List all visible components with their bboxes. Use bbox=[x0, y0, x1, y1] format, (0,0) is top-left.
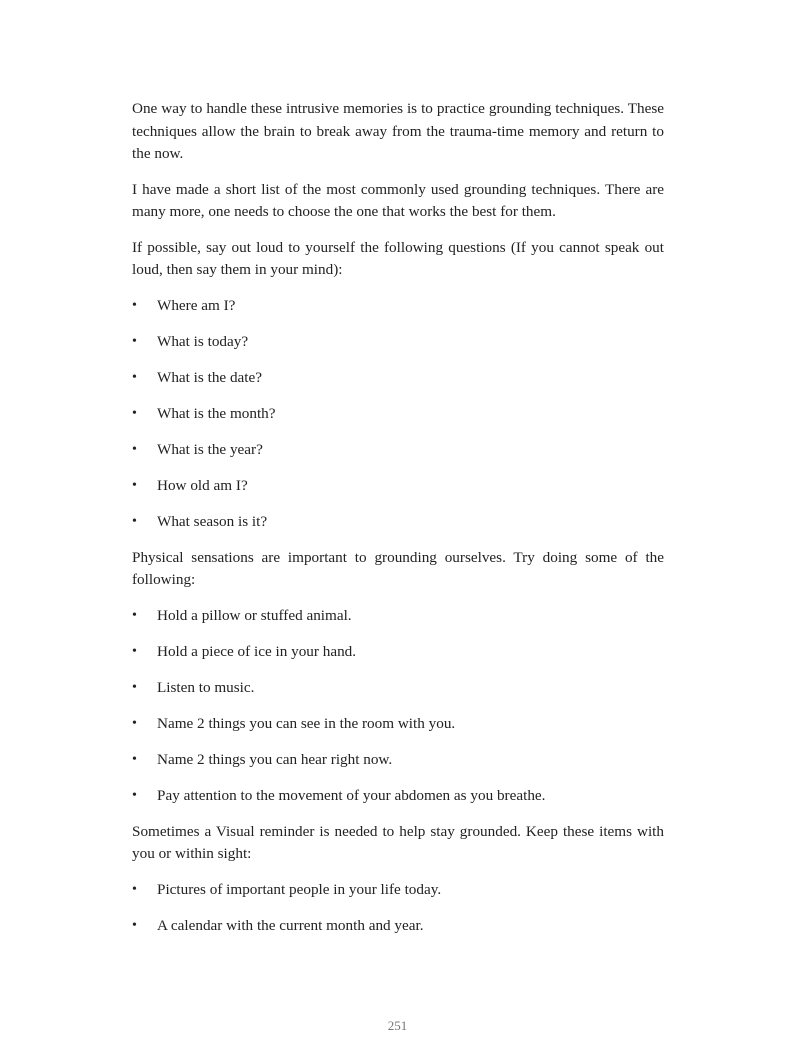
bullet: • bbox=[132, 715, 137, 731]
list-item bbox=[132, 439, 664, 475]
list-item-text: Name 2 things you can see in the room with you. bbox=[157, 714, 456, 732]
list-item bbox=[132, 475, 664, 511]
list-item-text: Name 2 things you can hear right now. bbox=[157, 750, 393, 768]
sensations-list bbox=[132, 605, 664, 821]
list-item-text: Where am I? bbox=[157, 296, 236, 314]
bullet: • bbox=[132, 607, 137, 623]
bullet: • bbox=[132, 787, 137, 803]
list-item-text: Pictures of important people in your life today. bbox=[157, 880, 442, 898]
bullet: • bbox=[132, 513, 137, 529]
bullet: • bbox=[132, 297, 137, 313]
page-number: 251 bbox=[387, 1018, 408, 1033]
paragraph-grounding-intro: One way to handle these intrusive memories is to practice grounding techniques. These techniques allow the brain to break away from the trauma-time memory and return to the now. bbox=[132, 100, 664, 162]
list-item-text: Hold a pillow or stuffed animal. bbox=[157, 606, 352, 624]
bullet: • bbox=[132, 477, 137, 493]
list-item bbox=[132, 677, 664, 713]
bullet: • bbox=[132, 643, 137, 659]
list-item bbox=[132, 641, 664, 677]
bullet: • bbox=[132, 881, 137, 897]
list-item bbox=[132, 605, 664, 641]
list-item bbox=[132, 511, 664, 547]
bullet: • bbox=[132, 751, 137, 767]
document-page bbox=[132, 98, 664, 951]
list-item bbox=[132, 749, 664, 785]
bullet: • bbox=[132, 333, 137, 349]
list-item bbox=[132, 367, 664, 403]
list-item-text: What is today? bbox=[157, 332, 249, 350]
list-item-text: What season is it? bbox=[157, 512, 268, 530]
list-item-text: What is the year? bbox=[157, 440, 263, 458]
list-item-text: Pay attention to the movement of your abdomen as you breathe. bbox=[157, 786, 546, 804]
list-item bbox=[132, 785, 664, 821]
questions-list bbox=[132, 295, 664, 547]
list-item bbox=[132, 331, 664, 367]
bullet: • bbox=[132, 441, 137, 457]
paragraph-physical-sensations: Physical sensations are important to grounding ourselves. Try doing some of the following: bbox=[132, 548, 664, 588]
list-item bbox=[132, 879, 664, 915]
visual-items-list bbox=[132, 879, 664, 951]
list-item-text: How old am I? bbox=[157, 476, 248, 494]
paragraph-questions-intro: If possible, say out loud to yourself the following questions (If you cannot speak out loud, then say them in your mind): bbox=[132, 238, 664, 278]
bullet: • bbox=[132, 679, 137, 695]
list-item bbox=[132, 403, 664, 439]
paragraph-list-intro: I have made a short list of the most commonly used grounding techniques. There are many more, one needs to choose the one that works the best for them. bbox=[132, 180, 664, 220]
list-item-text: Listen to music. bbox=[157, 678, 255, 696]
list-item bbox=[132, 713, 664, 749]
list-item-text: Hold a piece of ice in your hand. bbox=[157, 642, 357, 660]
list-item-text: What is the date? bbox=[157, 368, 262, 386]
paragraph-visual-reminder: Sometimes a Visual reminder is needed to help stay grounded. Keep these items with you or within sight: bbox=[132, 822, 664, 862]
list-item-text: What is the month? bbox=[157, 404, 276, 422]
list-item bbox=[132, 915, 664, 951]
bullet: • bbox=[132, 369, 137, 385]
bullet: • bbox=[132, 405, 137, 421]
list-item-text: A calendar with the current month and year. bbox=[157, 916, 424, 934]
bullet: • bbox=[132, 917, 137, 933]
list-item bbox=[132, 295, 664, 331]
